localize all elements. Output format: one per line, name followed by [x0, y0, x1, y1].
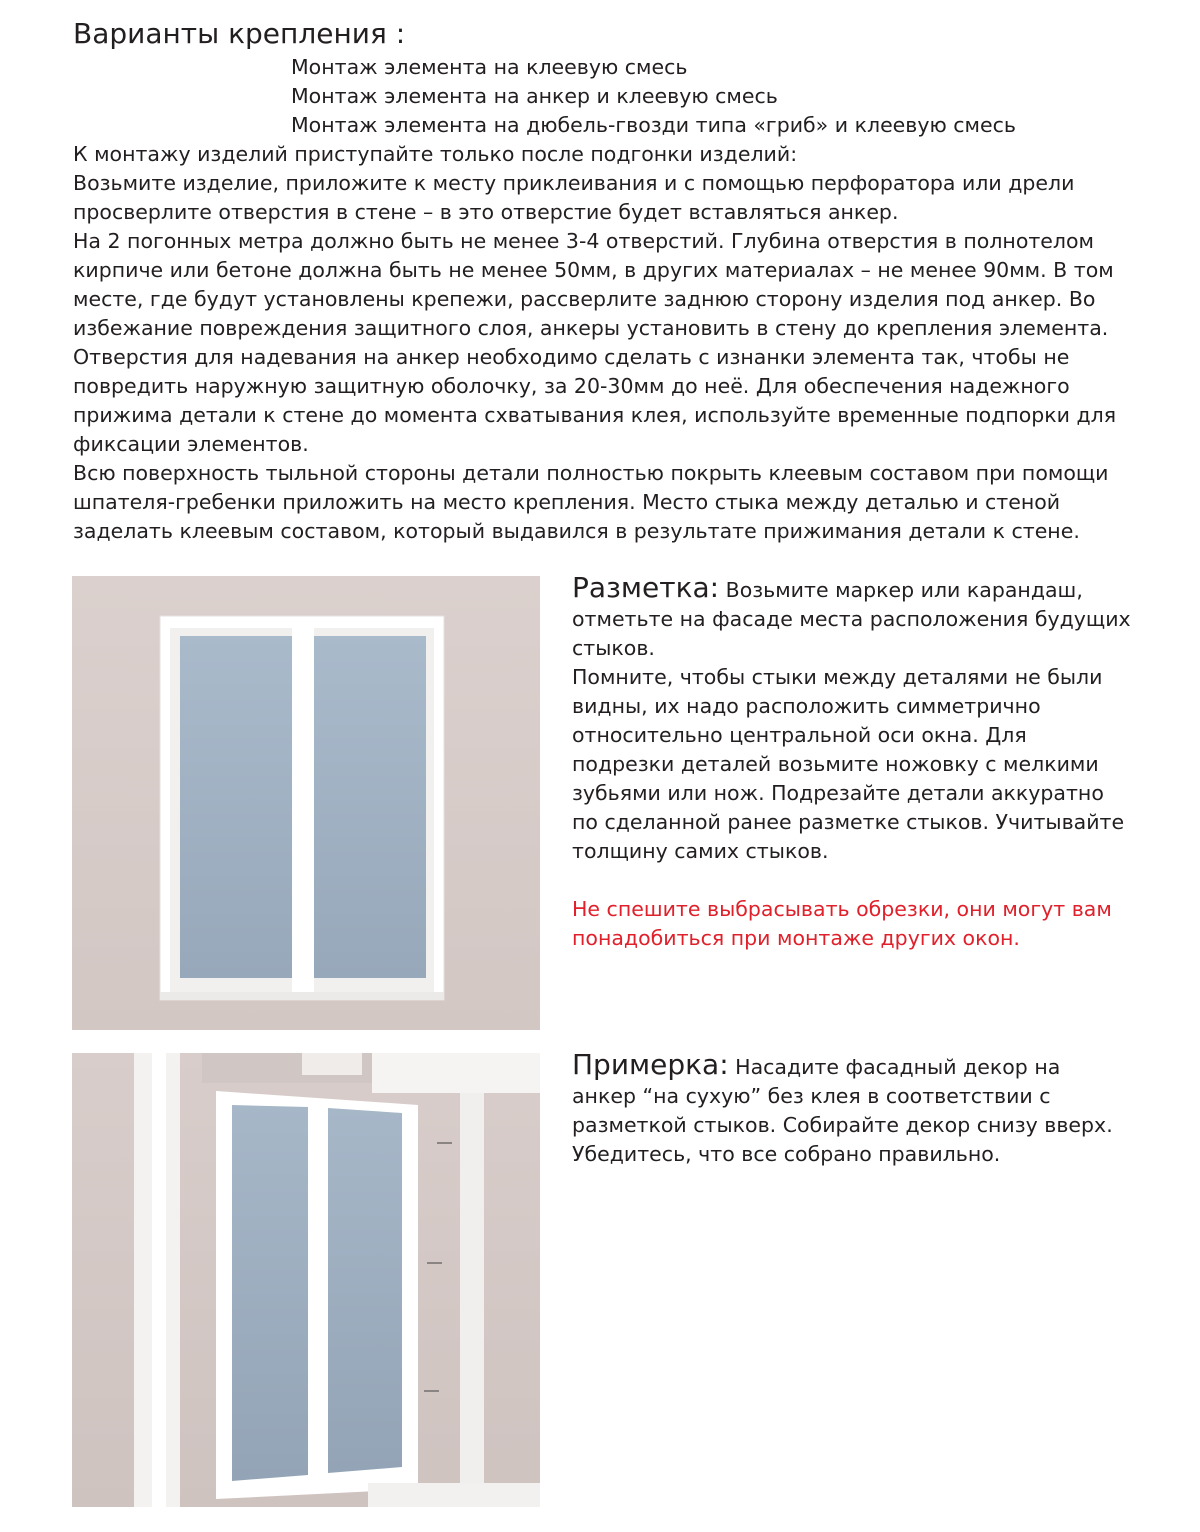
section-line: отметьте на фасаде места расположения будущих: [572, 607, 1131, 631]
body-line: кирпиче или бетоне должна быть не менее 50мм, в других материалах – не менее 90мм. В том: [73, 258, 1114, 282]
body-line: фиксации элементов.: [73, 432, 309, 456]
cornice-right: [372, 1053, 540, 1093]
mounting-variants-list: [291, 53, 1016, 140]
left-pilaster-face: [152, 1053, 166, 1507]
section-line: видны, их надо расположить симметрично: [572, 694, 1041, 718]
body-line: На 2 погонных метра должно быть не менее 3-4 отверстий. Глубина отверстия в полнотелом: [73, 229, 1095, 253]
section-fitting: [572, 1050, 1147, 1169]
section-marking-first-line: [572, 573, 1147, 605]
cornice-block: [302, 1053, 362, 1075]
window-decor-illustration: [72, 1053, 540, 1507]
body-line: Возьмите изделие, приложите к месту приклеивания и с помощью перфоратора или дрели: [73, 171, 1075, 195]
window-illustration: [72, 576, 540, 1030]
body-line: прижима детали к стене до момента схватывания клея, используйте временные подпорки для: [73, 403, 1117, 427]
body-line: месте, где будут установлены крепежи, рассверлите заднюю сторону изделия под анкер. Во: [73, 287, 1096, 311]
window-pane-left: [180, 636, 292, 978]
section-text: Возьмите маркер или карандаш,: [719, 578, 1083, 602]
section-line: зубьями или нож. Подрезайте детали аккуратно: [572, 781, 1104, 805]
body-line: К монтажу изделий приступайте только после подгонки изделий:: [73, 142, 798, 166]
section-line: относительно центральной оси окна. Для: [572, 723, 1027, 747]
section-line: подрезки деталей возьмите ножовку с мелкими: [572, 752, 1099, 776]
body-line: избежание повреждения защитного слоя, анкеры установить в стену до крепления элемента.: [73, 316, 1109, 340]
right-casing: [460, 1093, 484, 1507]
variant-item: Монтаж элемента на дюбель-гвозди типа «гриб» и клеевую смесь: [291, 113, 1016, 137]
window-pane-right: [314, 636, 426, 978]
section-line: разметкой стыков. Собирайте декор снизу вверх.: [572, 1113, 1113, 1137]
variant-item: Монтаж элемента на анкер и клеевую смесь: [291, 84, 778, 108]
body-line: повредить наружную защитную оболочку, за 20-30мм до неё. Для обеспечения надежного: [73, 374, 1070, 398]
window-pane-left: [232, 1105, 308, 1481]
section-heading: Примерка:: [572, 1048, 729, 1081]
window-mullion: [292, 628, 314, 992]
body-line: заделать клеевым составом, который выдавился в результате прижимания детали к стене.: [73, 519, 1080, 543]
window-sill: [160, 992, 444, 1000]
window-fitting-image: [72, 1053, 540, 1507]
section-line: толщину самих стыков.: [572, 839, 829, 863]
section-line: по сделанной ранее разметке стыков. Учитывайте: [572, 810, 1125, 834]
bottom-sill-decor: [368, 1483, 540, 1507]
warning-line: понадобиться при монтаже других окон.: [572, 926, 1020, 950]
instructions-body: [73, 140, 1183, 546]
section-line: Убедитесь, что все собрано правильно.: [572, 1142, 1001, 1166]
window-pane-right: [328, 1108, 402, 1473]
section-marking: [572, 573, 1147, 953]
page-title: Варианты крепления :: [73, 17, 406, 50]
body-line: Отверстия для надевания на анкер необходимо сделать с изнанки элемента так, чтобы не: [73, 345, 1070, 369]
warning-line: Не спешите выбрасывать обрезки, они могут вам: [572, 897, 1112, 921]
spacer: [572, 866, 1147, 895]
window-marking-image: [72, 576, 540, 1030]
body-line: Всю поверхность тыльной стороны детали полностью покрыть клеевым составом при помощи: [73, 461, 1109, 485]
section-line: Помните, чтобы стыки между деталями не были: [572, 665, 1103, 689]
section-heading: Разметка:: [572, 571, 720, 604]
body-line: шпателя-гребенки приложить на место крепления. Место стыка между деталью и стеной: [73, 490, 1061, 514]
section-line: анкер “на сухую” без клея в соответствии с: [572, 1084, 1051, 1108]
section-text: Насадите фасадный декор на: [728, 1055, 1061, 1079]
body-line: просверлите отверстия в стене – в это отверстие будет вставляться анкер.: [73, 200, 899, 224]
section-fitting-first-line: [572, 1050, 1147, 1082]
section-line: стыков.: [572, 636, 655, 660]
variant-item: Монтаж элемента на клеевую смесь: [291, 55, 688, 79]
